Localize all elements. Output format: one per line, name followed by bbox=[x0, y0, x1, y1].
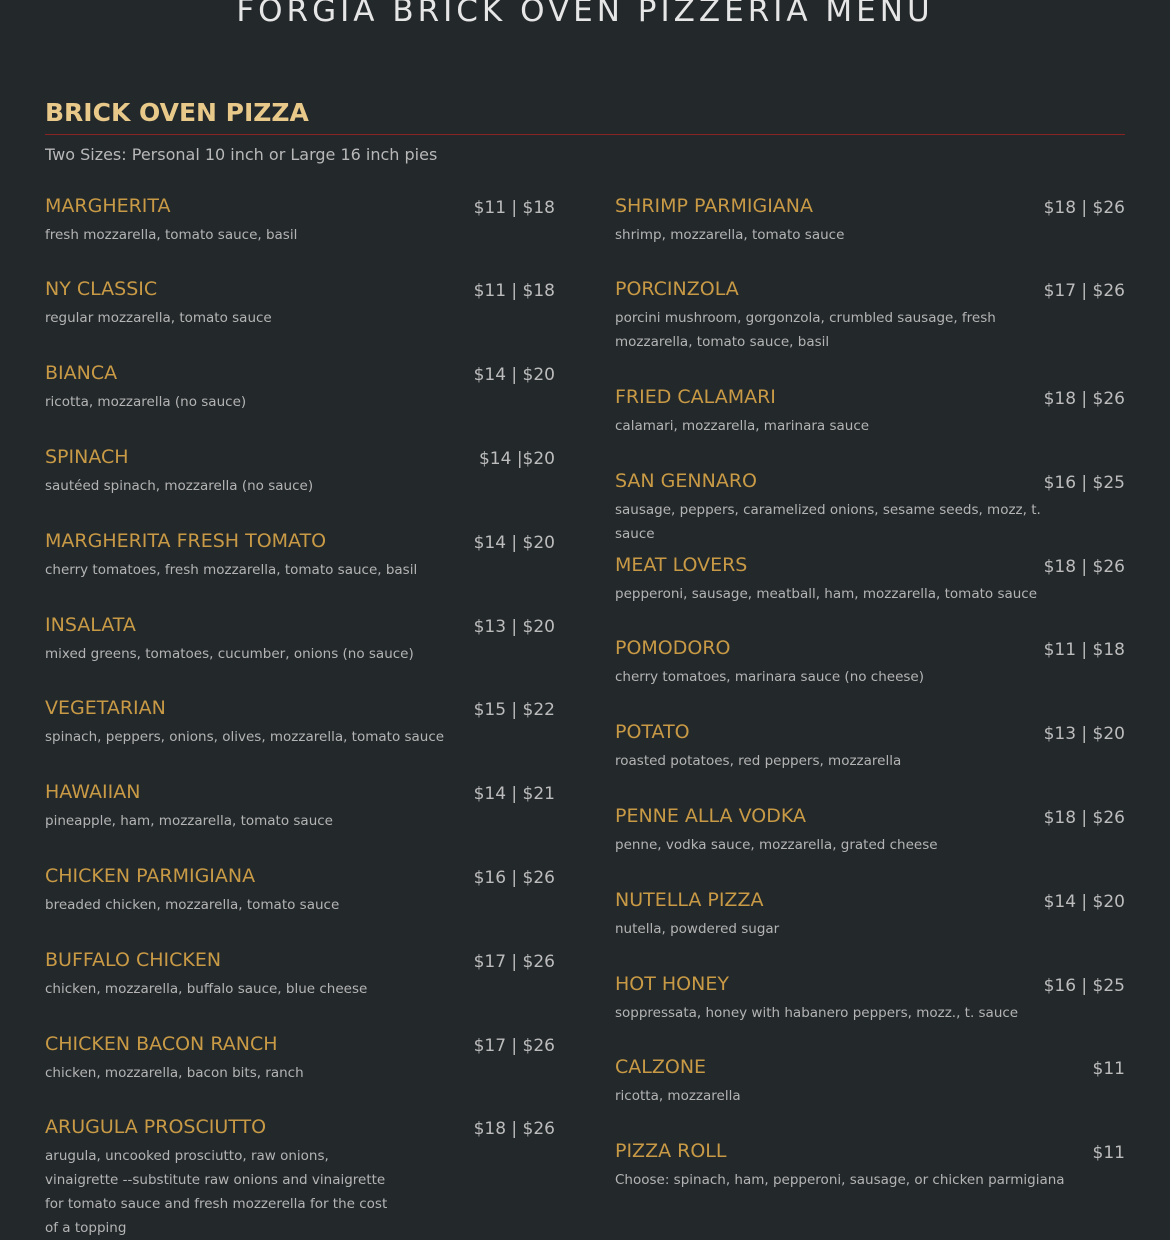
item-price: $11 | $18 bbox=[473, 198, 555, 218]
item-price: $18 | $26 bbox=[1043, 389, 1125, 409]
menu-item bbox=[615, 382, 1125, 438]
item-description: cherry tomatoes, fresh mozzarella, tomato sauce, basil bbox=[45, 562, 418, 578]
item-name: BIANCA bbox=[45, 362, 118, 384]
item-price: $15 | $22 bbox=[473, 700, 555, 720]
menu-item bbox=[45, 191, 555, 247]
item-description: regular mozzarella, tomato sauce bbox=[45, 310, 272, 326]
item-price: $13 | $20 bbox=[1043, 724, 1125, 744]
item-name: NUTELLA PIZZA bbox=[615, 889, 764, 911]
item-price: $11 | $18 bbox=[1043, 640, 1125, 660]
item-price: $16 | $25 bbox=[1043, 976, 1125, 996]
item-name: CALZONE bbox=[615, 1056, 707, 1078]
menu-item bbox=[615, 885, 1125, 941]
item-description: Choose: spinach, ham, pepperoni, sausage, or chicken parmigiana bbox=[615, 1172, 1065, 1188]
menu-item bbox=[45, 1112, 555, 1240]
item-description: sautéed spinach, mozzarella (no sauce) bbox=[45, 478, 314, 494]
item-name: NY CLASSIC bbox=[45, 278, 158, 300]
menu-item bbox=[615, 717, 1125, 773]
item-name: PENNE ALLA VODKA bbox=[615, 805, 806, 827]
item-description: ricotta, mozzarella bbox=[615, 1088, 741, 1104]
menu-item bbox=[45, 358, 555, 414]
item-description: sausage, peppers, caramelized onions, sesame seeds, mozz, t. sauce bbox=[615, 502, 1041, 542]
item-name: CHICKEN BACON RANCH bbox=[45, 1033, 278, 1055]
item-price: $11 bbox=[1092, 1059, 1125, 1079]
item-name: CHICKEN PARMIGIANA bbox=[45, 865, 256, 887]
item-price: $14 | $20 bbox=[1043, 892, 1125, 912]
section-title: BRICK OVEN PIZZA bbox=[45, 98, 309, 127]
menu-item bbox=[45, 945, 555, 1001]
item-name: POTATO bbox=[615, 721, 690, 743]
item-name: POMODORO bbox=[615, 637, 731, 659]
item-price: $16 | $25 bbox=[1043, 473, 1125, 493]
menu-item bbox=[45, 1029, 555, 1085]
item-name: SPINACH bbox=[45, 446, 129, 468]
item-name: HAWAIIAN bbox=[45, 781, 141, 803]
item-price: $16 | $26 bbox=[473, 868, 555, 888]
item-description: penne, vodka sauce, mozzarella, grated cheese bbox=[615, 837, 938, 853]
item-description: arugula, uncooked prosciutto, raw onions, vinaigrette --substitute raw onions and vinaigrette for tomato sauce and fresh mozzerella for the cost of a topping bbox=[45, 1148, 388, 1236]
menu-item bbox=[615, 274, 1125, 354]
section-subtitle: Two Sizes: Personal 10 inch or Large 16 inch pies bbox=[45, 145, 438, 164]
item-name: ARUGULA PROSCIUTTO bbox=[45, 1116, 267, 1138]
section-divider bbox=[45, 134, 1125, 135]
item-description: shrimp, mozzarella, tomato sauce bbox=[615, 227, 845, 243]
item-name: INSALATA bbox=[45, 614, 136, 636]
item-name: PIZZA ROLL bbox=[615, 1140, 727, 1162]
item-description: pepperoni, sausage, meatball, ham, mozzarella, tomato sauce bbox=[615, 586, 1038, 602]
item-name: PORCINZOLA bbox=[615, 278, 739, 300]
menu-item bbox=[45, 274, 555, 330]
menu-item bbox=[615, 1136, 1125, 1192]
menu-item bbox=[45, 442, 555, 498]
menu-item bbox=[615, 550, 1125, 606]
item-name: HOT HONEY bbox=[615, 973, 729, 995]
item-description: breaded chicken, mozzarella, tomato sauce bbox=[45, 897, 340, 913]
menu-item bbox=[615, 633, 1125, 689]
menu-item bbox=[615, 969, 1125, 1025]
item-description: fresh mozzarella, tomato sauce, basil bbox=[45, 227, 298, 243]
item-description: chicken, mozzarella, buffalo sauce, blue cheese bbox=[45, 981, 368, 997]
item-description: pineapple, ham, mozzarella, tomato sauce bbox=[45, 813, 333, 829]
item-description: cherry tomatoes, marinara sauce (no cheese) bbox=[615, 669, 924, 685]
item-price: $14 |$20 bbox=[478, 449, 555, 469]
item-name: VEGETARIAN bbox=[45, 697, 166, 719]
item-description: ricotta, mozzarella (no sauce) bbox=[45, 394, 247, 410]
brick-oven-pizza-section bbox=[45, 96, 1125, 1236]
item-price: $11 bbox=[1092, 1143, 1125, 1163]
item-description: nutella, powdered sugar bbox=[615, 921, 780, 937]
item-price: $18 | $26 bbox=[1043, 198, 1125, 218]
item-price: $14 | $20 bbox=[473, 533, 555, 553]
item-price: $18 | $26 bbox=[1043, 808, 1125, 828]
item-description: roasted potatoes, red peppers, mozzarella bbox=[615, 753, 902, 769]
item-price: $14 | $21 bbox=[473, 784, 555, 804]
item-name: SAN GENNARO bbox=[615, 470, 757, 492]
item-name: BUFFALO CHICKEN bbox=[45, 949, 222, 971]
item-description: spinach, peppers, onions, olives, mozzarella, tomato sauce bbox=[45, 729, 445, 745]
item-description: chicken, mozzarella, bacon bits, ranch bbox=[45, 1065, 304, 1081]
item-price: $17 | $26 bbox=[473, 1036, 555, 1056]
item-name: FRIED CALAMARI bbox=[615, 386, 776, 408]
menu-item bbox=[45, 693, 555, 749]
item-price: $18 | $26 bbox=[473, 1119, 555, 1139]
menu-item bbox=[45, 526, 555, 582]
menu-item bbox=[45, 610, 555, 666]
menu-item bbox=[615, 1052, 1125, 1108]
item-price: $17 | $26 bbox=[473, 952, 555, 972]
menu-item bbox=[615, 191, 1125, 247]
page-title: FORGIA BRICK OVEN PIZZERIA MENU bbox=[236, 0, 934, 29]
item-price: $14 | $20 bbox=[473, 365, 555, 385]
item-price: $18 | $26 bbox=[1043, 557, 1125, 577]
menu-item bbox=[615, 801, 1125, 857]
menu-item bbox=[45, 861, 555, 917]
item-price: $11 | $18 bbox=[473, 281, 555, 301]
item-name: SHRIMP PARMIGIANA bbox=[615, 195, 814, 217]
item-price: $17 | $26 bbox=[1043, 281, 1125, 301]
menu-item bbox=[615, 466, 1125, 546]
item-description: porcini mushroom, gorgonzola, crumbled sausage, fresh mozzarella, tomato sauce, basil bbox=[615, 310, 996, 350]
item-description: soppressata, honey with habanero peppers, mozz., t. sauce bbox=[615, 1005, 1019, 1021]
item-description: calamari, mozzarella, marinara sauce bbox=[615, 418, 870, 434]
item-price: $13 | $20 bbox=[473, 617, 555, 637]
item-description: mixed greens, tomatoes, cucumber, onions (no sauce) bbox=[45, 646, 414, 662]
item-name: MARGHERITA bbox=[45, 195, 171, 217]
menu-item bbox=[45, 777, 555, 833]
item-name: MEAT LOVERS bbox=[615, 554, 748, 576]
item-name: MARGHERITA FRESH TOMATO bbox=[45, 530, 327, 552]
